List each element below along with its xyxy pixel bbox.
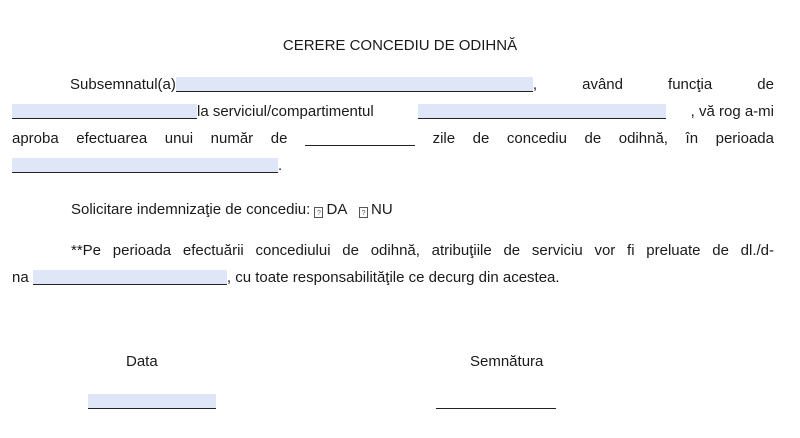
signature-label: Semnătura — [470, 353, 544, 370]
replacement-field[interactable] — [33, 268, 227, 288]
department-input[interactable] — [418, 102, 666, 122]
paragraph1-line4: . — [12, 156, 282, 176]
department-label: la serviciul/compartimentul — [197, 103, 374, 120]
allowance-line — [71, 200, 393, 220]
subsemnatul-label: Subsemnatul(a) — [70, 76, 176, 93]
signature-line — [436, 392, 556, 412]
checkbox-da[interactable]: ? — [314, 207, 323, 218]
paragraph1-line2 — [12, 102, 374, 122]
checkbox-nu[interactable]: ? — [359, 207, 368, 218]
date-line — [88, 392, 216, 412]
date-field[interactable] — [88, 392, 216, 412]
days-count-field[interactable] — [305, 129, 415, 149]
function-field[interactable] — [12, 102, 197, 122]
period-input[interactable] — [12, 156, 278, 176]
signature-field[interactable] — [436, 392, 556, 412]
paragraph1-line2-right — [418, 102, 666, 122]
days-count-input[interactable] — [305, 129, 415, 149]
paragraph1-line3: aproba efectuarea unui număr de zile de concediu de odihnă, în perioada — [12, 130, 774, 147]
date-input[interactable] — [88, 392, 216, 412]
paragraph1-line1: Subsemnatul(a) , având funcţia de — [70, 76, 774, 93]
document-title: CERERE CONCEDIU DE ODIHNĂ — [282, 37, 518, 54]
option-nu-label: NU — [371, 201, 393, 218]
period-field[interactable] — [12, 156, 278, 176]
allowance-label: Solicitare indemnizaţie de concediu: — [71, 201, 311, 218]
date-label: Data — [126, 353, 158, 370]
request-text: , vă rog a-mi — [690, 103, 774, 120]
function-input[interactable] — [12, 102, 197, 122]
delegation-line2: na , cu toate responsabilităţile ce decurg din acestea. — [12, 269, 560, 286]
department-field[interactable] — [418, 102, 666, 122]
name-input[interactable] — [176, 75, 533, 95]
signature-input[interactable] — [436, 392, 556, 412]
option-da-label: DA — [326, 201, 347, 218]
replacement-input[interactable] — [33, 268, 227, 288]
delegation-line1: **Pe perioada efectuării concediului de odihnă, atribuţiile de serviciu vor fi preluate de dl./d- — [71, 242, 774, 259]
name-field[interactable] — [176, 75, 533, 95]
